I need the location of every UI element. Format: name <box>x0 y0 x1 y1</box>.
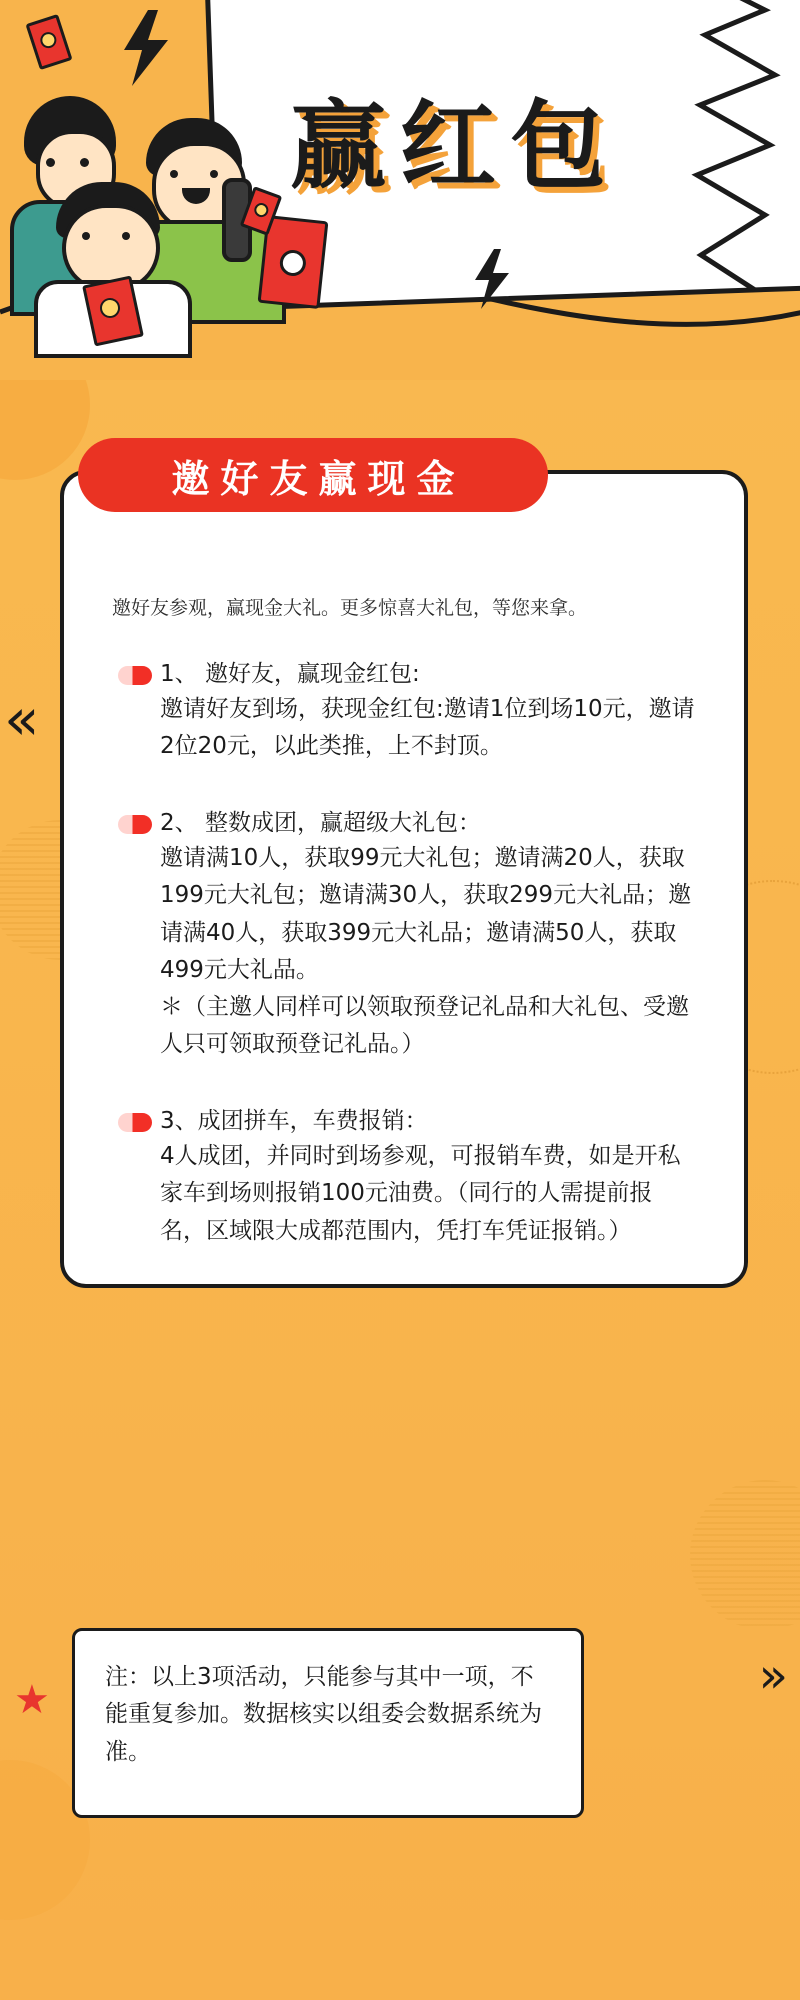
list-item-body: 邀请满10人，获取99元大礼包；邀请满20人，获取199元大礼包；邀请满30人，获取299元大礼品；邀请满40人，获取399元大礼品；邀请满50人，获取499元大礼品。 <box>160 845 692 983</box>
footnote-card <box>72 1628 584 1818</box>
list-item <box>112 657 696 766</box>
list-item-body: 4人成团，并同时到场参观，可报销车费，如是开私家车到场则报销100元油费。（同行的人需提前报名，区域限大成都范围内，凭打车凭证报销。） <box>160 1143 681 1244</box>
bullet-icon <box>118 815 152 834</box>
red-envelope-icon <box>25 14 72 70</box>
main-content-card <box>60 470 748 1288</box>
footnote-text: 注：以上3项活动，只能参与其中一项，不能重复参加。数据核实以组委会数据系统为准。 <box>105 1664 542 1765</box>
section-banner-label: 邀好友赢现金 <box>171 456 466 501</box>
bullet-icon <box>118 666 152 685</box>
list-item-note: ＊（主邀人同样可以领取预登记礼品和大礼包、受邀人只可领取预登记礼品。） <box>160 994 689 1058</box>
lead-paragraph: 邀好友参观，赢现金大礼。更多惊喜大礼包，等您来拿。 <box>112 597 588 619</box>
hero-illustration <box>0 0 800 380</box>
list-item <box>112 1104 696 1250</box>
list-item-body: 邀请好友到场，获现金红包:邀请1位到场10元，邀请2位20元，以此类推，上不封顶。 <box>160 696 695 760</box>
lightning-bolt-icon <box>470 248 512 310</box>
list-item-heading: 2、 整数成团，赢超级大礼包： <box>160 809 481 836</box>
lightning-bolt-icon <box>118 8 174 88</box>
star-icon: ★ <box>14 1677 50 1723</box>
decor-hatch-right <box>690 1480 800 1630</box>
list-item <box>112 806 696 1064</box>
character-child-phone <box>34 182 204 342</box>
list-item-heading: 3、成团拼车，车费报销： <box>160 1107 428 1134</box>
list-item-heading: 1、 邀好友，赢现金红包: <box>160 660 420 687</box>
hero-title: 赢红包 <box>290 90 620 202</box>
bullet-icon <box>118 1113 152 1132</box>
chevron-right-icon: » <box>758 1648 788 1704</box>
chevron-left-icon: « <box>4 685 40 753</box>
section-banner <box>78 438 548 512</box>
hero-burst-spikes <box>685 0 800 315</box>
